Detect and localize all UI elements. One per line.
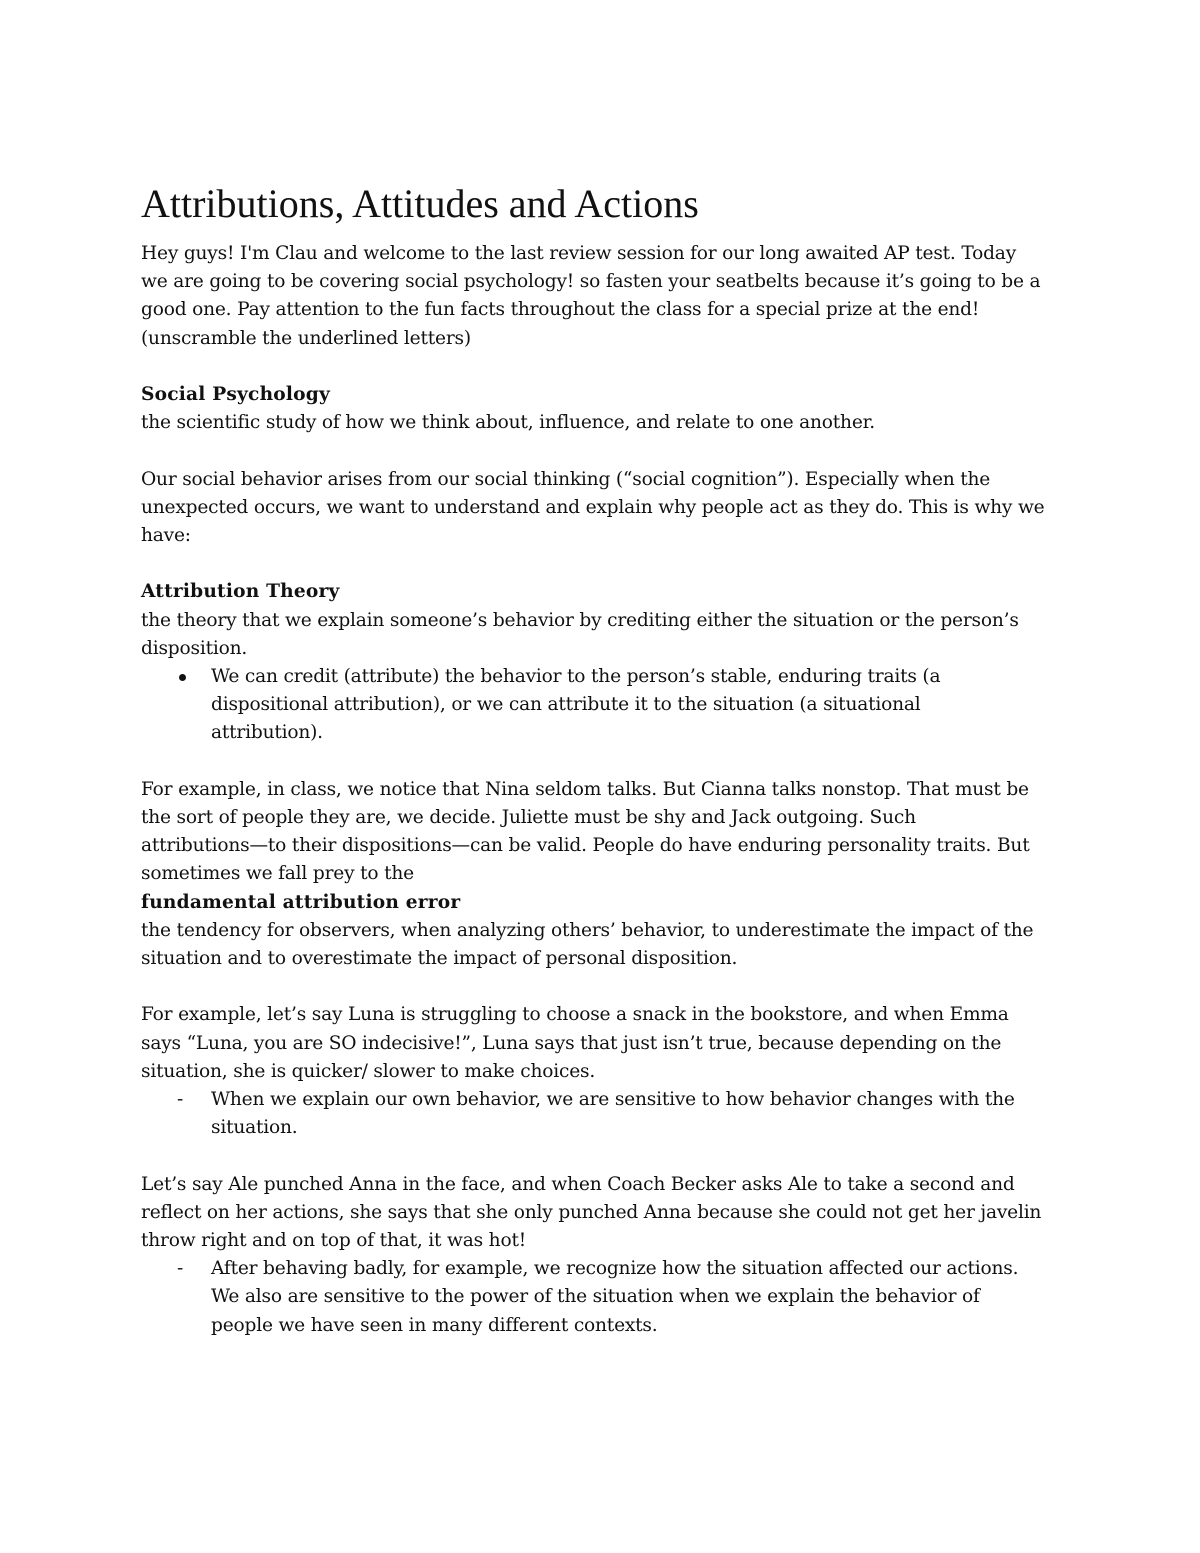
dash-line: After behaving badly, for example, we recognize how the situation affected our actions. (211, 1258, 1019, 1280)
bullet-line: attribution). (211, 722, 323, 744)
dash-line: When we explain our own behavior, we are sensitive to how behavior changes with the (211, 1089, 1015, 1111)
intro-line: Hey guys! I'm Clau and welcome to the last review session for our long awaited AP test. Today (141, 243, 1016, 264)
paragraph-line: the sort of people they are, we decide. Juliette must be shy and Jack outgoing. Such (141, 807, 916, 828)
bullet-line: dispositional attribution), or we can attribute it to the situation (a situational (211, 694, 921, 716)
definition-line: situation and to overestimate the impact of personal disposition. (141, 948, 738, 970)
list-item (141, 663, 1061, 748)
paragraph-line: throw right and on top of that, it was hot! (141, 1230, 526, 1252)
definition-line: the theory that we explain someone’s behavior by crediting either the situation or the person’s (141, 609, 1019, 631)
dash-list-own-behavior (141, 1086, 1061, 1142)
definition-social-psychology: the scientific study of how we think about, influence, and relate to one another. (141, 412, 875, 434)
document-title: Attributions, Attitudes and Actions (141, 181, 699, 226)
social-behavior-paragraph (141, 466, 1061, 551)
intro-line: (unscramble the underlined letters) (141, 327, 471, 349)
paragraph-line: situation, she is quicker/ slower to make choices. (141, 1060, 596, 1082)
paragraph-line: sometimes we fall prey to the (141, 863, 414, 885)
attribution-bullet-list (141, 663, 1061, 748)
paragraph-line: reflect on her actions, she says that she only punched Anna because she could not get her javelin (141, 1201, 1042, 1223)
definition-line: disposition. (141, 637, 248, 659)
dash-line: We also are sensitive to the power of the situation when we explain the behavior of (211, 1286, 980, 1308)
intro-line: we are going to be covering social psychology! so fasten your seatbelts because it’s going to be a (141, 271, 1041, 293)
definition-attribution-theory (141, 607, 1061, 663)
dash-marker: - (177, 1089, 184, 1111)
document-page (141, 180, 1061, 1340)
paragraph-line: Our social behavior arises from our social thinking (“social cognition”). Especially when the (141, 468, 991, 490)
paragraph-line: unexpected occurs, we want to understand and explain why people act as they do. This is why we (141, 496, 1045, 518)
intro-line: good one. Pay attention to the fun facts throughout the class for a special prize at the end! (141, 299, 980, 321)
intro-paragraph (141, 240, 1061, 353)
paragraph-line: attributions—to their dispositions—can be valid. People do have enduring personality traits. But (141, 835, 1030, 857)
dash-line: situation. (211, 1117, 298, 1139)
paragraph-line: have: (141, 525, 191, 546)
paragraph-line: For example, in class, we notice that Nina seldom talks. But Cianna talks nonstop. That must be (141, 778, 1029, 800)
dash-marker: - (177, 1258, 184, 1280)
example-paragraph-luna (141, 1001, 1061, 1086)
list-item (141, 1086, 1061, 1142)
list-item (141, 1255, 1061, 1340)
bullet-icon (179, 674, 186, 681)
example-paragraph-ale (141, 1171, 1061, 1256)
definition-fae (141, 917, 1061, 973)
dash-list-behaving-badly (141, 1255, 1061, 1340)
example-paragraph-nina (141, 776, 1061, 889)
dash-line: people we have seen in many different contexts. (211, 1314, 658, 1336)
paragraph-line: For example, let’s say Luna is struggling to choose a snack in the bookstore, and when Emma (141, 1004, 1009, 1026)
paragraph-line: Let’s say Ale punched Anna in the face, and when Coach Becker asks Ale to take a second and (141, 1173, 1015, 1195)
heading-attribution-theory: Attribution Theory (141, 581, 340, 603)
heading-social-psychology: Social Psychology (141, 384, 330, 405)
definition-line: the tendency for observers, when analyzing others’ behavior, to underestimate the impact of the (141, 919, 1034, 941)
paragraph-line: says “Luna, you are SO indecisive!”, Luna says that just isn’t true, because depending on the (141, 1032, 1002, 1054)
bullet-line: We can credit (attribute) the behavior to the person’s stable, enduring traits (a (211, 666, 941, 687)
heading-fundamental-attribution-error: fundamental attribution error (141, 891, 461, 913)
